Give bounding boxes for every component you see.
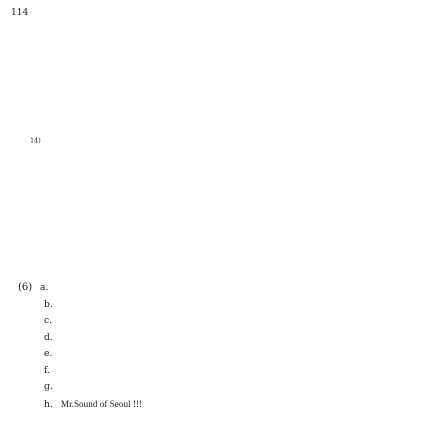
example-letter: h.	[44, 398, 53, 410]
example-list	[40, 280, 396, 430]
example-item	[40, 297, 396, 314]
paragraph-2	[16, 136, 412, 260]
example-item	[40, 346, 396, 363]
example-letter: g.	[44, 381, 53, 392]
example-block	[18, 280, 398, 430]
example-letter: d.	[44, 331, 53, 343]
example-letter: f.	[44, 364, 50, 376]
paragraph-1	[16, 50, 412, 134]
example-item	[40, 396, 396, 413]
example-letter: e.	[44, 348, 53, 359]
example-item	[40, 313, 396, 330]
section-title	[22, 32, 402, 48]
example-letter: a.	[40, 282, 49, 293]
footnote-reference: 14)	[30, 136, 41, 145]
example-item	[40, 363, 396, 380]
example-latin-text: Mr.Sound of Seoul !!!	[60, 398, 143, 409]
example-item	[40, 280, 396, 297]
example-item	[40, 330, 396, 347]
example-letter: c.	[44, 315, 53, 326]
page-number: 114	[11, 8, 29, 18]
example-number: (6)	[18, 282, 33, 293]
paragraph-2-text	[16, 136, 412, 154]
example-letter: b.	[44, 298, 53, 310]
example-item	[40, 379, 396, 396]
running-header	[11, 6, 415, 20]
